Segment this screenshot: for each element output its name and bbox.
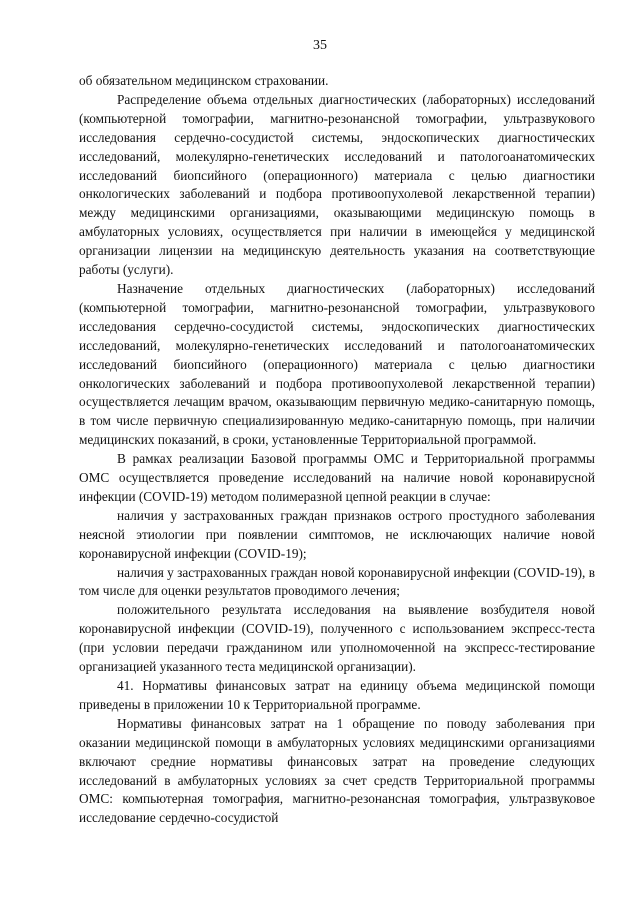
paragraph-41-normatives: 41. Нормативы финансовых затрат на единицу объема медицинской помощи приведены в приложении 10 к Территориальной программе.	[79, 678, 595, 712]
paragraph-covid-intro: В рамках реализации Базовой программы ОМС и Территориальной программы ОМС осуществляется проведение исследований на наличие новой коронавирусной инфекции (COVID-19) методом полимеразной цепной реакции в случае:	[79, 451, 595, 504]
list-item-symptoms: наличия у застрахованных граждан признаков острого простудного заболевания неясной этиологии при появлении симптомов, не исключающих наличие новой коронавирусной инфекции (COVID-19);	[79, 507, 595, 561]
page-number: 35	[313, 38, 327, 53]
paragraph-continuation: об обязательном медицинском страховании.	[79, 73, 329, 88]
list-item-express-test: положительного результата исследования на выявление возбудителя новой коронавирусной инфекции (COVID-19), полученного с использованием экспресс-теста (при условии передачи гражданином или уполномоченной на экспресс-тестирование организацией указанного теста медицинской организации).	[79, 602, 595, 675]
paragraph-prescription: Назначение отдельных диагностических (лабораторных) исследований (компьютерной томографии, магнитно-резонансной томографии, ультразвукового исследования сердечно-сосудистой системы, эндоскопических диагностических исследований, молекулярно-генетических исследований и патологоанатомических исследований биопсийного (операционного) материала с целью диагностики онкологических заболеваний и подбора противоопухолевой лекарственной терапии) осуществляется лечащим врачом, оказывающим первичную медико-санитарную помощь, в том числе первичную специализированную медико-санитарную помощь, при наличии медицинских показаний, в сроки, установленные Территориальной программой.	[79, 280, 595, 448]
body-text	[79, 72, 595, 828]
list-item-infection: наличия у застрахованных граждан новой коронавирусной инфекции (COVID-19), в том числе для оценки результатов проводимого лечения;	[79, 564, 595, 599]
paragraph-financial-normatives: Нормативы финансовых затрат на 1 обращение по поводу заболевания при оказании медицинской помощи в амбулаторных условиях медицинскими организациями включают средние нормативы финансовых затрат на проведение следующих исследований в амбулаторных условиях за счет средств Территориальной программы ОМС: компьютерная томография, магнитно-резонансная томография, ультразвуковое исследование сердечно-сосудистой	[79, 715, 595, 826]
paragraph-distribution: Распределение объема отдельных диагностических (лабораторных) исследований (компьютерной томографии, магнитно-резонансной томографии, ультразвукового исследования сердечно-сосудистой системы, эндоскопических диагностических исследований, молекулярно-генетических исследований и патологоанатомических исследований биопсийного (операционного) материала с целью диагностики онкологических заболеваний и подбора противоопухолевой лекарственной терапии) между медицинскими организациями, оказывающими медицинскую помощь в амбулаторных условиях, осуществляется при наличии в имеющейся у медицинской организации лицензии на медицинскую деятельность указания на соответствующие работы (услуги).	[79, 91, 595, 278]
